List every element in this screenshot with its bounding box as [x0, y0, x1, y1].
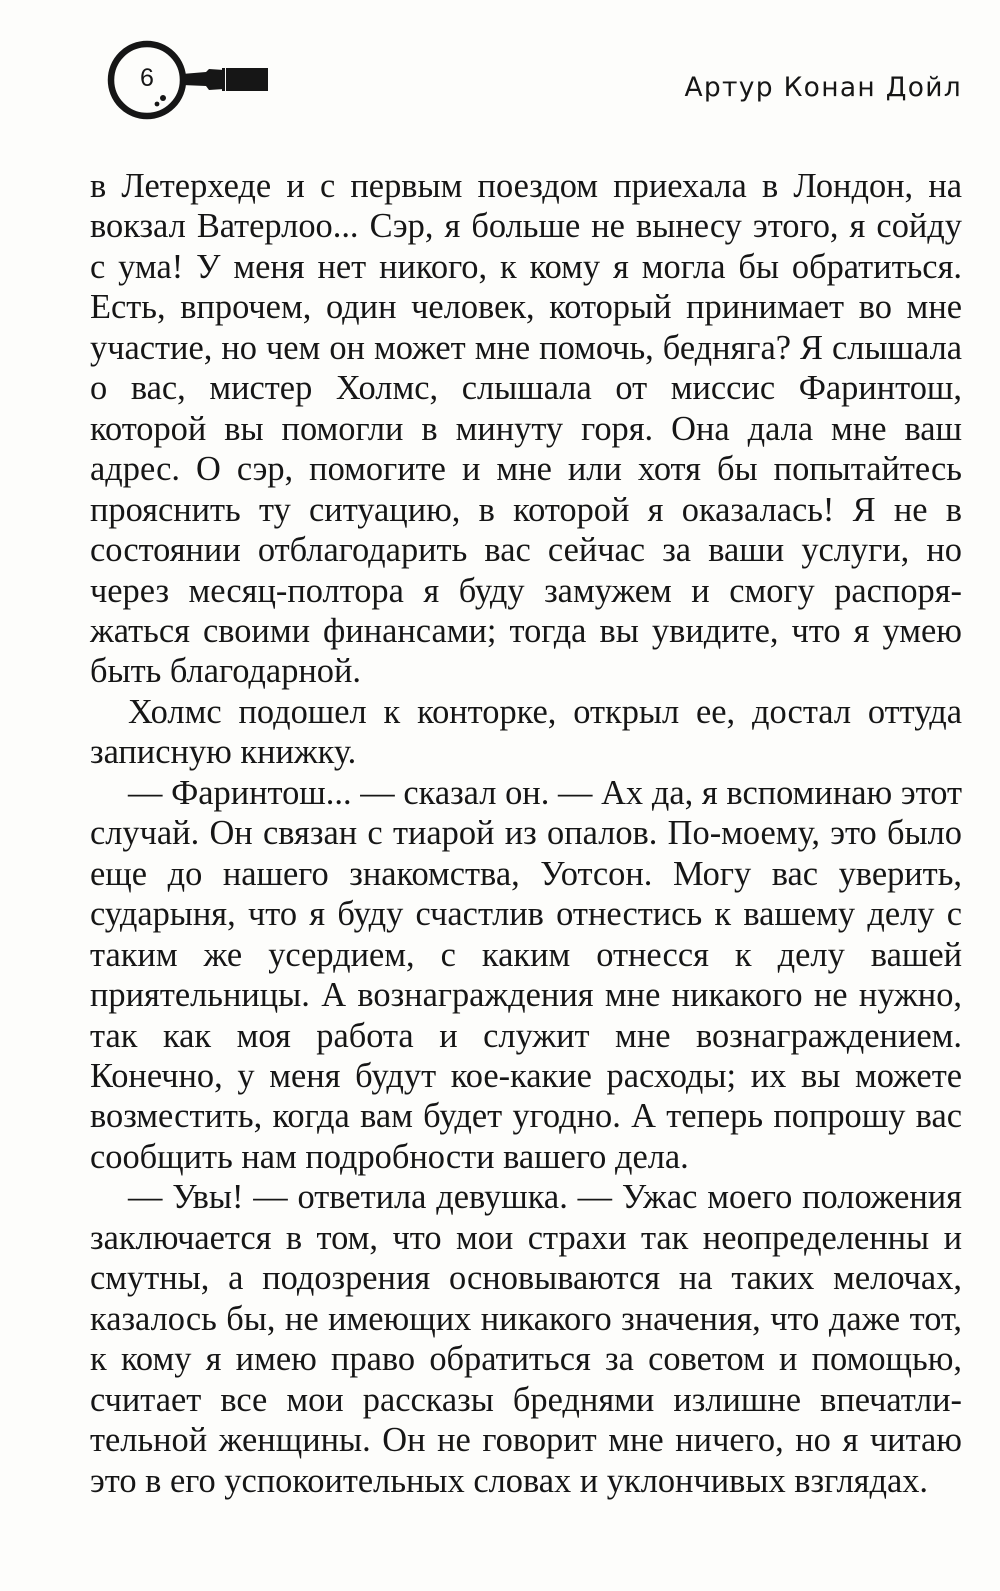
paragraph-holmes-speech: — Фаринтош... — сказал он. — Ах да, я вспоминаю этот случай. Он связан с тиарой из опалов. По-моему, это было еще до нашего знакомства, Уотсон. Могу вас уверить, сударыня, что я буду счастлив отнестись к вашему делу с таким же усердием, с каким отнесся к делу вашей приятельницы. А вознаграждения мне никакого не нужно, так как моя работа и служит мне вознаграждением. Конечно, у меня будут кое-какие расходы; их вы можете возместить, когда вам будет угодно. А теперь попрошу вас сообщить нам подробности вашего дела.	[90, 773, 962, 1176]
paragraph-girl-reply: — Увы! — ответила девушка. — Ужас моего положения заключается в том, что мои страхи так неопределенны и смутны, а подозрения основываются на таких мелочах, казалось бы, не имеющих никакого значения, что даже тот, к кому я имею право обратиться за советом и помощью, считает все мои рассказы бреднями излишне впечатлительной женщины. Он не говорит мне ничего, но я читаю это в его успокоительных словах и уклончивых взглядах.	[90, 1178, 962, 1500]
page-number: 6	[140, 64, 154, 92]
body-text	[90, 166, 962, 1501]
author-running-head: Артур Конан Дойл	[684, 72, 962, 103]
magnifying-glass-icon	[106, 36, 276, 124]
paragraph-holmes-notebook: Холмс подошел к конторке, открыл ее, достал оттуда записную книжку.	[90, 692, 962, 772]
page-header	[0, 0, 1000, 150]
paragraph-continuation: в Летерхеде и с первым поездом приехала в Лондон, на вокзал Ватерлоо... Сэр, я больше не вынесу этого, я сойду с ума! У меня нет никого, к кому я могла бы обратиться. Есть, впрочем, один человек, который принимает во мне участие, но чем он может мне помочь, бедняга? Я слышала о вас, мистер Холмс, слышала от миссис Фаринтош, которой вы помогли в минуту горя. Она дала мне ваш адрес. О сэр, помогите и мне или хотя бы попытайтесь прояснить ту ситуацию, в которой я оказалась! Я не в состоянии отблагодарить вас сейчас за ваши услуги, но через месяц-полтора я буду замужем и смогу распоряжаться своими финансами; тогда вы увидите, что я умею быть благодарной.	[90, 167, 962, 691]
